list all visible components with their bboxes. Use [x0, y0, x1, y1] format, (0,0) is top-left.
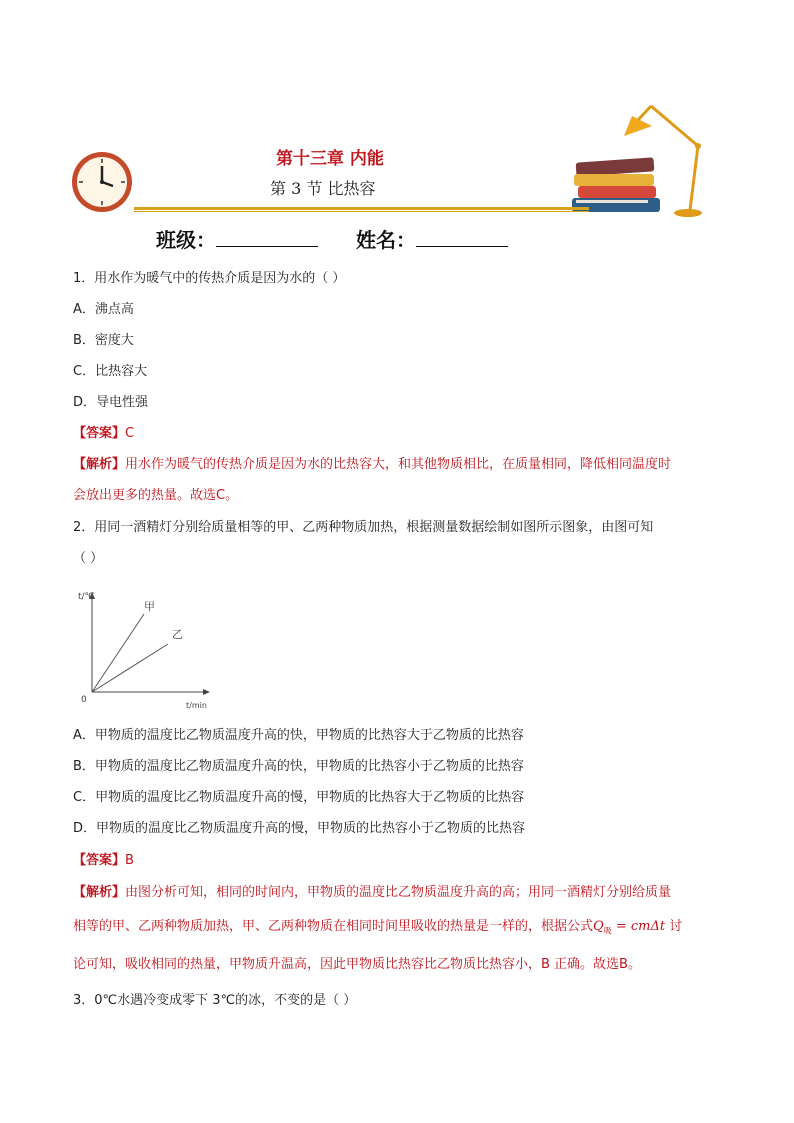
formula-q: Q	[593, 919, 604, 934]
q1-option-c: C．比热容大	[73, 364, 148, 379]
graph-x-label: t/min	[186, 701, 207, 710]
class-blank[interactable]	[216, 229, 318, 247]
q2-option-b: B．甲物质的温度比乙物质温度升高的快，甲物质的比热容小于乙物质的比热容	[73, 759, 524, 774]
q2-analysis-text2a: 相等的甲、乙两种物质加热，甲、乙两种物质在相同时间里吸收的热量是一样的，根据公式	[73, 919, 594, 934]
q1-option-b: B．密度大	[73, 333, 134, 348]
graph-label-yi: 乙	[172, 628, 183, 641]
q2-analysis-line3: 论可知，吸收相同的热量，甲物质升温高，因此甲物质比热容比乙物质比热容小，B 正确。故选B。	[73, 957, 641, 972]
q2-analysis-line2	[73, 918, 682, 941]
q2-stem-line1: 2．用同一酒精灯分别给质量相等的甲、乙两种物质加热，根据测量数据绘制如图所示图象，由图可知	[73, 520, 654, 535]
class-label: 班级：	[156, 228, 216, 252]
page-header	[0, 0, 794, 260]
q1-answer	[73, 425, 134, 443]
class-name-row	[156, 224, 508, 253]
graph-y-label: t/℃	[78, 592, 95, 602]
q2-analysis-tag: 【解析】	[73, 885, 126, 900]
heat-formula	[593, 919, 665, 934]
graph-origin: 0	[81, 695, 87, 705]
lamp-books-illustration	[566, 98, 716, 222]
q2-analysis-text1: 由图分析可知，相同的时间内，甲物质的温度比乙物质温度升高的高；用同一酒精灯分别给质量	[125, 885, 672, 900]
q2-analysis-line1	[73, 884, 671, 902]
header-rule	[134, 207, 589, 210]
q1-option-d: D．导电性强	[73, 395, 149, 410]
q1-answer-value: C	[125, 426, 135, 441]
q1-analysis-line2: 会放出更多的热量。故选C。	[73, 488, 239, 503]
name-label: 姓名：	[356, 228, 416, 252]
formula-sub: 吸	[603, 926, 612, 936]
graph-label-jia: 甲	[144, 600, 155, 613]
q2-answer	[73, 852, 134, 870]
q1-analysis-line1	[73, 456, 671, 474]
name-blank[interactable]	[416, 229, 508, 247]
header-rule-thin	[134, 211, 589, 212]
q2-analysis-text2b: 讨	[665, 919, 683, 934]
q2-answer-value: B	[125, 853, 134, 868]
graph-line-jia	[92, 614, 144, 692]
temperature-time-graph	[76, 588, 212, 710]
q1-stem: 1．用水作为暖气中的传热介质是因为水的（ ）	[73, 271, 346, 286]
q1-answer-tag: 【答案】	[73, 426, 126, 441]
q2-stem-line2: （ ）	[73, 551, 104, 566]
clock-icon	[68, 150, 136, 214]
formula-rest: = cmΔt	[611, 919, 666, 934]
graph-line-yi	[92, 644, 168, 692]
q2-option-d: D．甲物质的温度比乙物质温度升高的慢，甲物质的比热容小于乙物质的比热容	[73, 821, 526, 836]
chapter-title: 第十三章 内能	[276, 149, 384, 169]
q1-option-a: A．沸点高	[73, 302, 134, 317]
q1-analysis-text1: 用水作为暖气的传热介质是因为水的比热容大，和其他物质相比，在质量相同，降低相同温度时	[125, 457, 672, 472]
q1-analysis-tag: 【解析】	[73, 457, 126, 472]
q2-answer-tag: 【答案】	[73, 853, 126, 868]
section-title: 第 3 节 比热容	[270, 179, 376, 198]
q2-option-a: A．甲物质的温度比乙物质温度升高的快，甲物质的比热容大于乙物质的比热容	[73, 728, 524, 743]
q2-option-c: C．甲物质的温度比乙物质温度升高的慢，甲物质的比热容大于乙物质的比热容	[73, 790, 525, 805]
q3-stem: 3．0℃水遇冷变成零下 3℃的冰，不变的是（ ）	[73, 993, 357, 1008]
